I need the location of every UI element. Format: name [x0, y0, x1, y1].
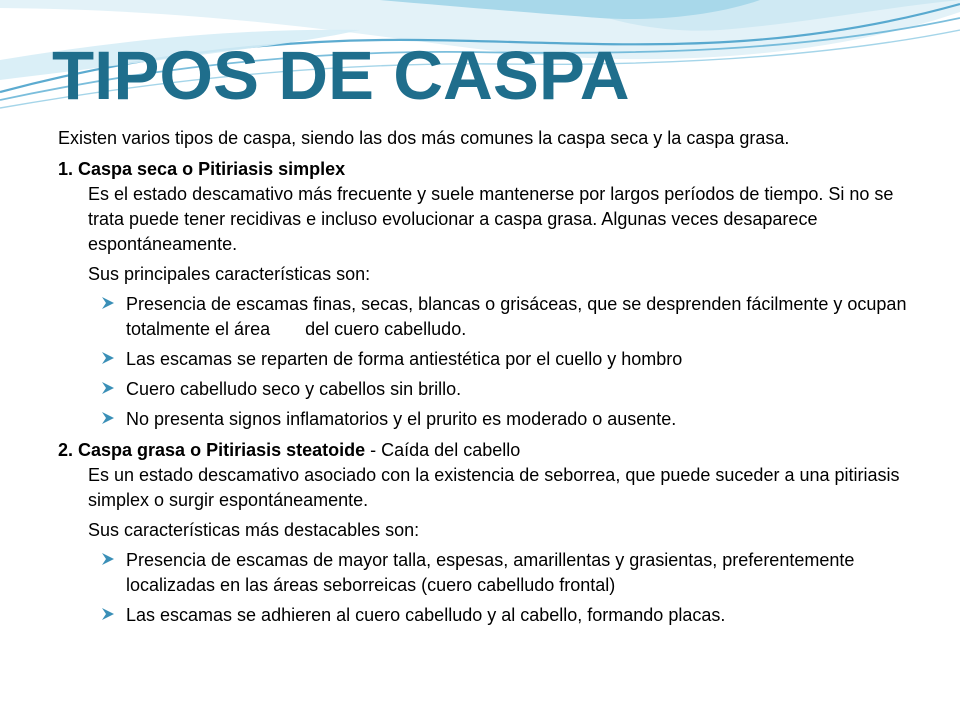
- section-2-heading-text: 2. Caspa grasa o Pitiriasis steatoide: [58, 440, 366, 460]
- bullet-text: No presenta signos inflamatorios y el prurito es moderado o ausente.: [126, 409, 677, 429]
- section-2-bullet: [58, 548, 908, 598]
- arrow-bullet-icon: [101, 296, 115, 310]
- section-2-lead: Sus características más destacables son:: [88, 520, 420, 540]
- arrow-bullet-icon: [101, 607, 115, 621]
- section-1-lead: Sus principales características son:: [88, 264, 371, 284]
- arrow-bullet-icon: [101, 351, 115, 365]
- bullet-text: Cuero cabelludo seco y cabellos sin brillo.: [126, 379, 462, 399]
- section-1-bullet: [58, 292, 912, 342]
- arrow-bullet-icon: [101, 411, 115, 425]
- slide-title: TIPOS DE CASPA: [52, 37, 630, 114]
- arrow-bullet-icon: [101, 381, 115, 395]
- bullet-text: Presencia de escamas de mayor talla, espesas, amarillentas y grasientas, preferentemente localizadas en las áreas seborreicas (cuero cabelludo frontal): [126, 550, 855, 595]
- section-1-bullet: [58, 347, 908, 372]
- section-1-heading: [58, 157, 908, 182]
- slide-body: [58, 126, 912, 628]
- section-2-heading: [58, 438, 908, 463]
- section-2-bullet: [58, 603, 908, 628]
- arrow-bullet-icon: [101, 552, 115, 566]
- section-2-description: Es un estado descamativo asociado con la existencia de seborrea, que puede suceder a una pitiriasis simplex o surgir espontáneamente.: [88, 465, 900, 510]
- section-1-description: Es el estado descamativo más frecuente y suele mantenerse por largos períodos de tiempo. Si no se trata puede tener recidivas e incluso evolucionar a caspa grasa. Algunas veces desaparece espontáneamente.: [88, 184, 894, 254]
- intro-paragraph: Existen varios tipos de caspa, siendo las dos más comunes la caspa seca y la caspa grasa.: [58, 128, 790, 148]
- section-1-bullet: [58, 407, 908, 432]
- bullet-text: Las escamas se adhieren al cuero cabelludo y al cabello, formando placas.: [126, 605, 726, 625]
- section-1-heading-text: 1. Caspa seca o Pitiriasis simplex: [58, 159, 346, 179]
- section-2-heading-suffix: - Caída del cabello: [365, 440, 521, 460]
- section-1-bullet: [58, 377, 908, 402]
- bullet-text: Las escamas se reparten de forma antiestética por el cuello y hombro: [126, 349, 683, 369]
- bullet-text: Presencia de escamas finas, secas, blancas o grisáceas, que se desprenden fácilmente y ocupan totalmente el área del cuero cabelludo.: [126, 294, 912, 339]
